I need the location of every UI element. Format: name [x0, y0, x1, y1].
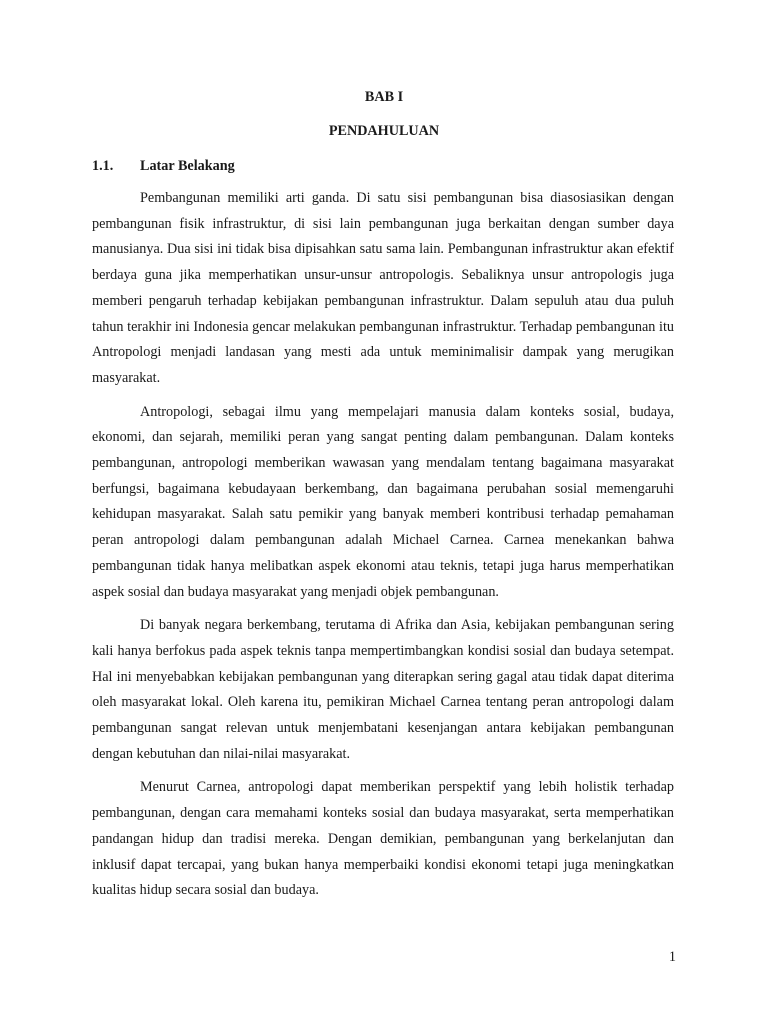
- paragraph: Menurut Carnea, antropologi dapat memberikan perspektif yang lebih holistik terhadap pembangunan, dengan cara memahami konteks sosial dan budaya masyarakat, serta memperhatikan pandangan hidup dan tradisi mereka. Dengan demikian, pembangunan yang berkelanjutan dan inklusif dapat tercapai, yang bukan hanya memperbaiki kondisi ekonomi tetapi juga meningkatkan kualitas hidup secara sosial dan budaya.: [92, 779, 674, 899]
- section-heading: [92, 157, 235, 175]
- paragraph: Antropologi, sebagai ilmu yang mempelajari manusia dalam konteks sosial, budaya, ekonomi, dan sejarah, memiliki peran yang sangat penting dalam pembangunan. Dalam konteks pembangunan, antropologi memberikan wawasan yang mendalam tentang bagaimana masyarakat berfungsi, bagaimana kebudayaan berkembang, dan bagaimana perubahan sosial memengaruhi kehidupan masyarakat. Salah satu pemikir yang banyak memberi kontribusi terhadap pemahaman peran antropologi dalam pembangunan adalah Michael Carnea. Carnea menekankan bahwa pembangunan tidak hanya melibatkan aspek ekonomi atau teknis, tetapi juga harus memperhatikan aspek sosial dan budaya masyarakat yang menjadi objek pembangunan.: [92, 403, 674, 600]
- page-number: 1: [668, 949, 676, 965]
- section-number: 1.1.: [92, 158, 114, 174]
- paragraph: Pembangunan memiliki arti ganda. Di satu sisi pembangunan bisa diasosiasikan dengan pembangunan fisik infrastruktur, di sisi lain pembangunan juga berkaitan dengan sumber daya manusianya. Dua sisi ini tidak bisa dipisahkan satu sama lain. Pembangunan infrastruktur akan efektif berdaya guna jika memperhatikan unsur-unsur antropologis. Sebaliknya unsur antropologis juga memberi pengaruh terhadap kebijakan pembangunan infrastruktur. Dalam sepuluh atau dua puluh tahun terakhir ini Indonesia gencar melakukan pembangunan infrastruktur. Terhadap pembangunan itu Antropologi menjadi landasan yang mesti ada untuk meminimalisir dampak yang merugikan masyarakat.: [92, 190, 674, 386]
- paragraph: Di banyak negara berkembang, terutama di Afrika dan Asia, kebijakan pembangunan sering kali hanya berfokus pada aspek teknis tanpa mempertimbangkan kondisi sosial dan budaya setempat. Hal ini menyebabkan kebijakan pembangunan yang diterapkan sering gagal atau tidak dapat diterima oleh masyarakat lokal. Oleh karena itu, pemikiran Michael Carnea tentang peran antropologi dalam pembangunan sangat relevan untuk menjembatani kesenjangan antara kebijakan pembangunan dengan kebutuhan dan nilai-nilai masyarakat.: [92, 617, 674, 762]
- body-text: [92, 186, 674, 912]
- chapter-number: BAB I: [364, 89, 404, 105]
- chapter-title: PENDAHULUAN: [328, 123, 440, 139]
- section-title: Latar Belakang: [140, 158, 235, 174]
